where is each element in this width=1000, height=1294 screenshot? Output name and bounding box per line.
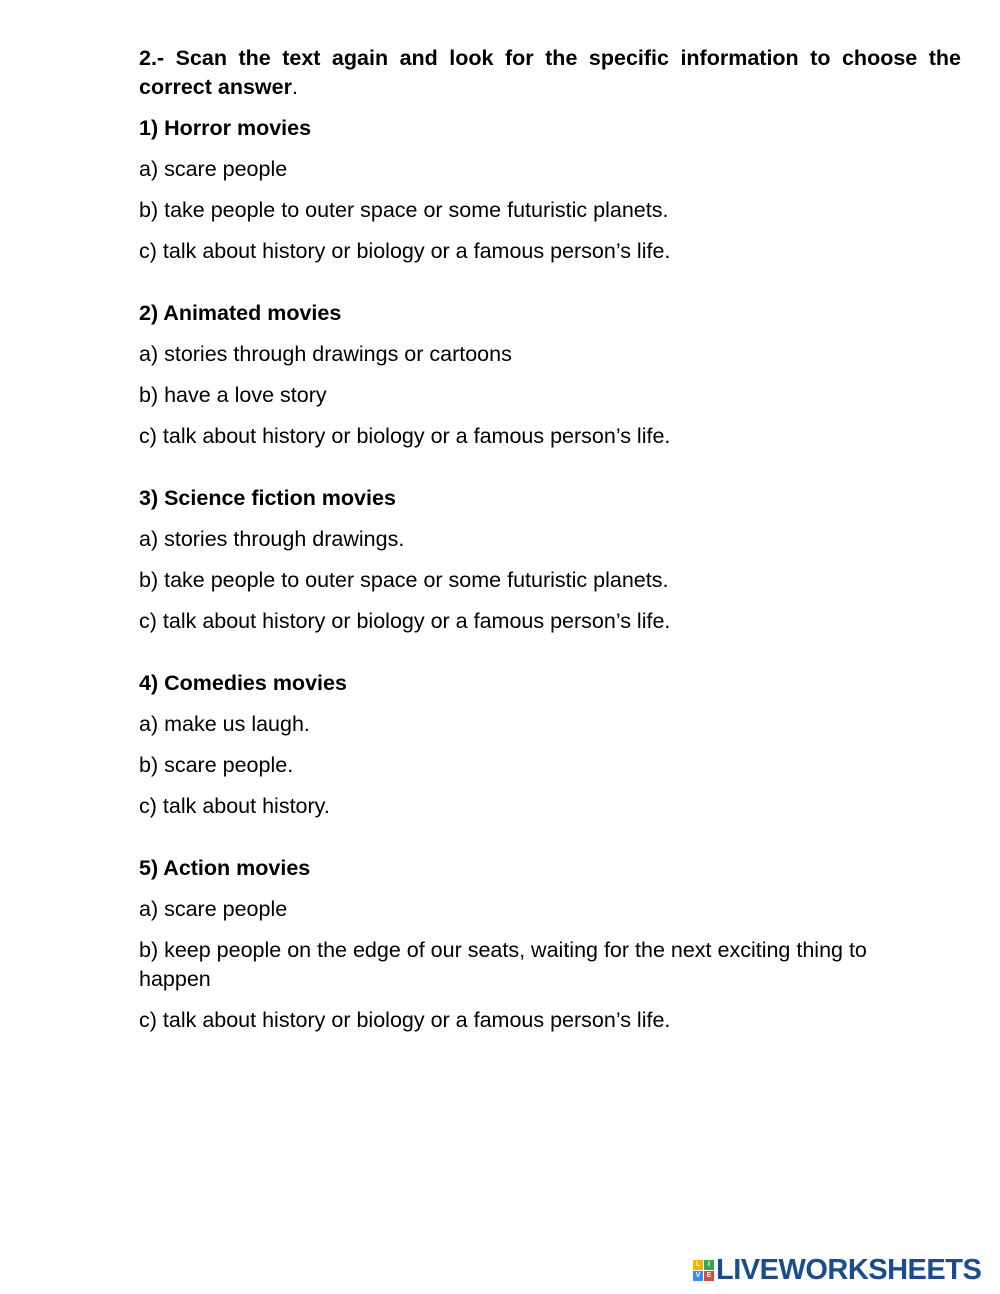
instruction-text: 2.- Scan the text again and look for the specific information to choose the correct answer — [139, 46, 961, 99]
answer-option-a[interactable]: a) scare people — [139, 897, 288, 921]
answer-option-b[interactable]: b) take people to outer space or some futuristic planets. — [139, 198, 669, 222]
answer-option-b[interactable]: b) have a love story — [139, 383, 327, 407]
question-3 — [139, 484, 961, 636]
answer-option-c[interactable]: c) talk about history or biology or a famous person’s life. — [139, 424, 671, 448]
answer-option-c[interactable]: c) talk about history or biology or a famous person’s life. — [139, 239, 671, 263]
answer-option-c[interactable]: c) talk about history or biology or a famous person’s life. — [139, 609, 671, 633]
answer-option-b[interactable]: b) keep people on the edge of our seats, waiting for the next exciting thing to happen — [139, 938, 867, 991]
answer-option-a[interactable]: a) scare people — [139, 157, 288, 181]
question-2 — [139, 299, 961, 451]
question-title: 5) Action movies — [139, 856, 311, 880]
answer-option-a[interactable]: a) stories through drawings. — [139, 527, 405, 551]
logo-mark-cell: V — [693, 1271, 703, 1281]
worksheet-content — [139, 44, 961, 1035]
answer-option-c[interactable]: c) talk about history. — [139, 794, 330, 818]
answer-option-a[interactable]: a) make us laugh. — [139, 712, 310, 736]
question-title: 4) Comedies movies — [139, 671, 347, 695]
question-5 — [139, 854, 961, 1035]
answer-option-b[interactable]: b) scare people. — [139, 753, 294, 777]
question-title: 1) Horror movies — [139, 116, 312, 140]
logo-mark-cell: E — [704, 1271, 714, 1281]
answer-option-c[interactable]: c) talk about history or biology or a famous person’s life. — [139, 1008, 671, 1032]
logo-mark-cell: L — [693, 1260, 703, 1270]
liveworksheets-logo — [693, 1255, 981, 1285]
instruction — [139, 44, 961, 102]
answer-option-a[interactable]: a) stories through drawings or cartoons — [139, 342, 512, 366]
logo-mark-icon — [693, 1260, 714, 1281]
answer-option-b[interactable]: b) take people to outer space or some futuristic planets. — [139, 568, 669, 592]
question-title: 3) Science fiction movies — [139, 486, 396, 510]
instruction-trail: . — [291, 75, 298, 99]
question-4 — [139, 669, 961, 821]
logo-mark-cell: I — [704, 1260, 714, 1270]
logo-text: LIVEWORKSHEETS — [716, 1253, 982, 1286]
question-1 — [139, 114, 961, 266]
question-title: 2) Animated movies — [139, 301, 342, 325]
